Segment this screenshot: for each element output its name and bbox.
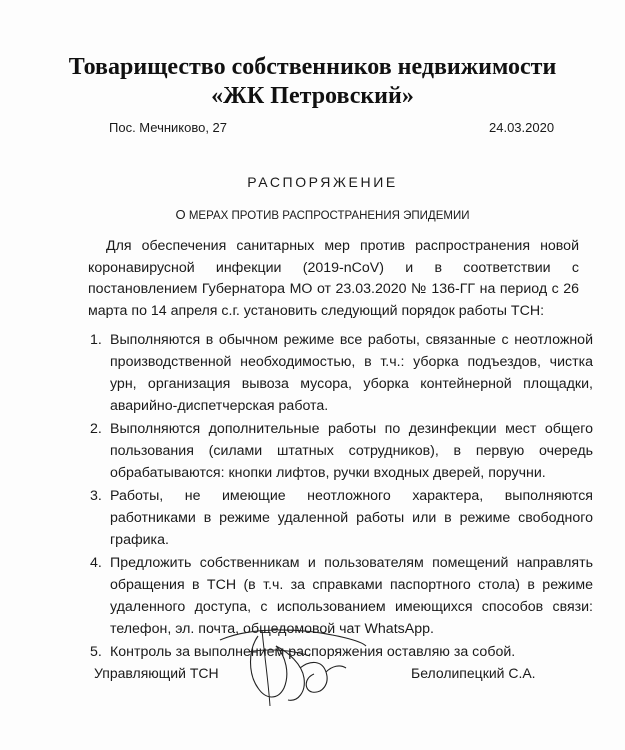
list-item-text: Выполняются в обычном режиме все работы, связанные с неотложной производственной необходимостью, в т.ч.: уборка подъездов, чистка урн, организация вывоза мусора, уборка контейнерной площадки, аварийно-диспетчерская работа. [110,332,593,414]
list-item-text: Предложить собственникам и пользователям помещений направлять обращения в ТСН (в т.ч. за справками паспортного стола) в режиме удаленного доступа, с использованием имеющихся способов связи: телефон, эл. почта, общедомовой чат WhatsApp. [110,555,593,637]
list-item [88,329,593,417]
list-item [88,485,593,551]
document-subject-rest: МЕРАХ ПРОТИВ РАСПРОСТРАНЕНИЯ ЭПИДЕМИИ [188,210,470,222]
list-item-number: 1. [90,332,102,348]
list-item-number: 4. [90,555,102,571]
document-subject-first: О [175,207,186,222]
list-item-text: Выполняются дополнительные работы по дезинфекции мест общего пользования (силами штатных сотрудников), в первую очередь обрабатываются: кнопки лифтов, ручки входных дверей, поручни. [110,421,593,481]
organization-name: Товарищество собственников недвижимости [68,54,557,80]
list-item-number: 2. [90,421,102,437]
list-item-number: 5. [90,644,102,660]
order-list [88,329,593,663]
document-type: РАСПОРЯЖЕНИЕ [247,174,398,190]
list-item-text: Контроль за выполнением распоряжения оставляю за собой. [110,644,516,660]
organization-complex-name: «ЖК Петровский» [211,83,414,109]
list-item-text: Работы, не имеющие неотложного характера, выполняются работниками в режиме удаленной работы или в режиме свободного графика. [110,488,593,548]
document-subject [0,207,625,222]
list-item [88,418,593,484]
signer-name: Белолипецкий С.А. [411,665,536,681]
document-date: 24.03.2020 [489,120,555,135]
document-place: Пос. Мечниково, 27 [109,120,228,135]
handwritten-signature [218,622,368,710]
intro-paragraph: Для обеспечения санитарных мер против распространения новой коронавирусной инфекции (2019-nCoV) и в соответствии с постановлением Губернатора МО от 23.03.2020 № 136-ГГ на период с 26 марта по 14 апреля с.г. установить следующий порядок работы ТСН: [88,238,579,319]
list-item-number: 3. [90,488,102,504]
signer-position: Управляющий ТСН [94,665,219,681]
